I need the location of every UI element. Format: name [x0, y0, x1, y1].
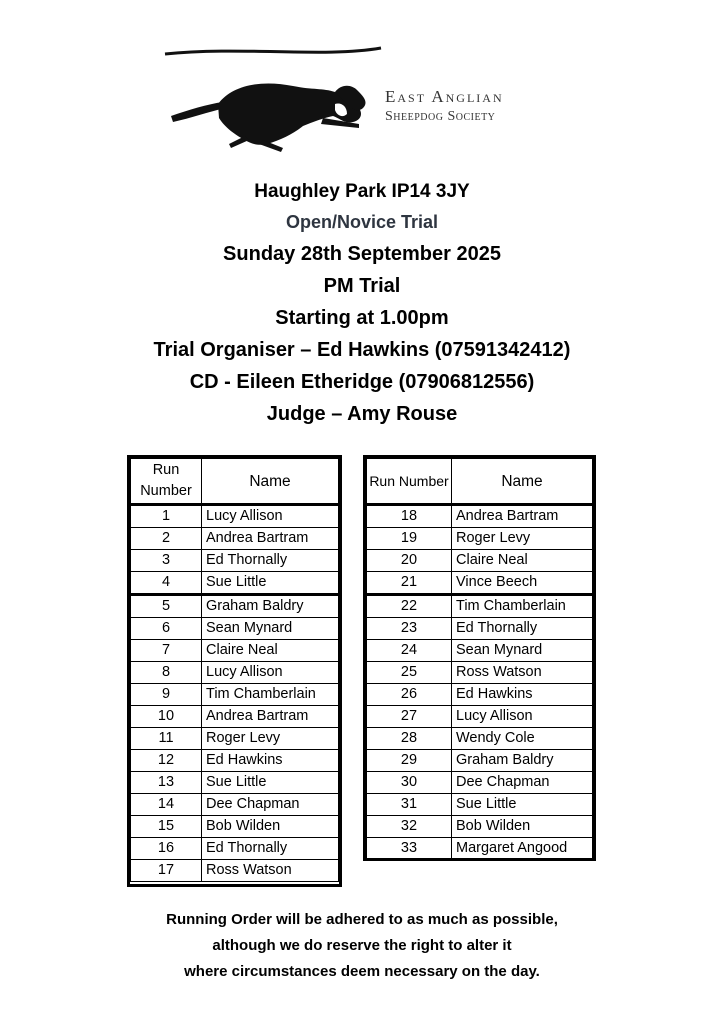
logo-line-2: Sheepdog Society: [385, 109, 496, 124]
run-number-cell: 5: [131, 595, 202, 618]
logo-line-1: East Anglian: [385, 87, 504, 106]
table-row: [131, 662, 339, 684]
competitor-name-cell: Roger Levy: [452, 528, 593, 550]
judge-heading: Judge – Amy Rouse: [266, 403, 458, 425]
run-number-cell: 2: [131, 528, 202, 550]
table-row: [367, 528, 593, 550]
table-row: [131, 816, 339, 838]
competitor-name-cell: Bob Wilden: [202, 816, 339, 838]
competitor-name-cell: Margaret Angood: [452, 838, 593, 860]
competitor-name-cell: Claire Neal: [452, 550, 593, 572]
run-number-cell: 14: [131, 794, 202, 816]
table-row: [131, 860, 339, 882]
run-number-cell: 11: [131, 728, 202, 750]
note-line-1: Running Order will be adhered to as much as possible,: [166, 911, 558, 928]
competitor-name-cell: Lucy Allison: [202, 662, 339, 684]
table-row: [367, 684, 593, 706]
logo-text: [385, 88, 504, 124]
run-number-cell: 26: [367, 684, 452, 706]
table-row: [131, 640, 339, 662]
table-row: [131, 572, 339, 595]
competitor-name-cell: Sean Mynard: [202, 618, 339, 640]
run-number-cell: 23: [367, 618, 452, 640]
competitor-name-cell: Sue Little: [202, 772, 339, 794]
organiser-heading: Trial Organiser – Ed Hawkins (07591342412): [153, 339, 571, 361]
table-row: [131, 728, 339, 750]
start-time-heading: Starting at 1.00pm: [275, 307, 449, 329]
trial-type-heading: Open/Novice Trial: [285, 212, 439, 232]
run-number-cell: 33: [367, 838, 452, 860]
table-row: [131, 550, 339, 572]
competitor-name-cell: Graham Baldry: [202, 595, 339, 618]
competitor-name-cell: Claire Neal: [202, 640, 339, 662]
run-number-cell: 13: [131, 772, 202, 794]
table-header-row: [131, 459, 339, 505]
competitor-name-cell: Graham Baldry: [452, 750, 593, 772]
table-row: [131, 684, 339, 706]
competitor-name-cell: Lucy Allison: [202, 505, 339, 528]
table-body: [367, 505, 593, 860]
competitor-name-cell: Dee Chapman: [452, 772, 593, 794]
competitor-name-cell: Dee Chapman: [202, 794, 339, 816]
competitor-name-cell: Ed Hawkins: [202, 750, 339, 772]
competitor-name-cell: Ross Watson: [452, 662, 593, 684]
table-row: [367, 816, 593, 838]
running-order-table-right: [366, 458, 593, 860]
sheepdog-icon: [163, 44, 383, 156]
run-number-cell: 21: [367, 572, 452, 595]
name-header: Name: [202, 459, 339, 505]
table-row: [367, 706, 593, 728]
competitor-name-cell: Bob Wilden: [452, 816, 593, 838]
run-number-cell: 8: [131, 662, 202, 684]
competitor-name-cell: Vince Beech: [452, 572, 593, 595]
competitor-name-cell: Ed Hawkins: [452, 684, 593, 706]
table-row: [367, 572, 593, 595]
run-number-cell: 18: [367, 505, 452, 528]
table-row: [131, 706, 339, 728]
society-logo: [163, 44, 563, 156]
table-row: [367, 595, 593, 618]
table-row: [131, 838, 339, 860]
competitor-name-cell: Wendy Cole: [452, 728, 593, 750]
table-row: [131, 505, 339, 528]
table-row: [367, 505, 593, 528]
run-number-header: Run Number: [367, 459, 452, 505]
run-number-cell: 25: [367, 662, 452, 684]
competitor-name-cell: Ross Watson: [202, 860, 339, 882]
run-number-cell: 17: [131, 860, 202, 882]
date-heading: Sunday 28th September 2025: [223, 243, 501, 265]
run-number-cell: 10: [131, 706, 202, 728]
run-number-cell: 3: [131, 550, 202, 572]
table-row: [131, 750, 339, 772]
run-number-cell: 9: [131, 684, 202, 706]
competitor-name-cell: Andrea Bartram: [202, 528, 339, 550]
competitor-name-cell: Andrea Bartram: [202, 706, 339, 728]
run-number-cell: 29: [367, 750, 452, 772]
run-number-cell: 1: [131, 505, 202, 528]
competitor-name-cell: Ed Thornally: [202, 550, 339, 572]
competitor-name-cell: Sean Mynard: [452, 640, 593, 662]
table-row: [367, 750, 593, 772]
competitor-name-cell: Andrea Bartram: [452, 505, 593, 528]
run-number-cell: 30: [367, 772, 452, 794]
table-row: [367, 662, 593, 684]
running-order-note: [0, 907, 724, 985]
table-row: [131, 618, 339, 640]
competitor-name-cell: Lucy Allison: [452, 706, 593, 728]
run-number-cell: 32: [367, 816, 452, 838]
run-number-cell: 16: [131, 838, 202, 860]
competitor-name-cell: Roger Levy: [202, 728, 339, 750]
table-row: [131, 772, 339, 794]
name-header: Name: [452, 459, 593, 505]
note-line-2: although we do reserve the right to alter it: [212, 937, 512, 954]
table-row: [367, 838, 593, 860]
note-line-3: where circumstances deem necessary on the day.: [184, 963, 540, 980]
table-body: [131, 505, 339, 882]
run-number-cell: 15: [131, 816, 202, 838]
run-number-cell: 4: [131, 572, 202, 595]
table-row: [367, 640, 593, 662]
competitor-name-cell: Tim Chamberlain: [452, 595, 593, 618]
run-number-header: Run Number: [131, 459, 202, 505]
trial-details: [0, 180, 724, 430]
table-header-row: [367, 459, 593, 505]
run-number-cell: 6: [131, 618, 202, 640]
run-number-cell: 20: [367, 550, 452, 572]
running-order-table-left: [130, 458, 339, 882]
table-row: [367, 728, 593, 750]
run-number-cell: 28: [367, 728, 452, 750]
table-row: [131, 595, 339, 618]
table-row: [131, 794, 339, 816]
competitor-name-cell: Tim Chamberlain: [202, 684, 339, 706]
run-number-cell: 27: [367, 706, 452, 728]
table-row: [367, 618, 593, 640]
run-number-cell: 31: [367, 794, 452, 816]
session-heading: PM Trial: [323, 275, 401, 297]
run-number-cell: 19: [367, 528, 452, 550]
run-number-cell: 24: [367, 640, 452, 662]
run-number-cell: 22: [367, 595, 452, 618]
cd-heading: CD - Eileen Etheridge (07906812556): [189, 371, 535, 393]
table-row: [367, 550, 593, 572]
table-row: [367, 794, 593, 816]
competitor-name-cell: Sue Little: [202, 572, 339, 595]
competitor-name-cell: Sue Little: [452, 794, 593, 816]
table-row: [131, 528, 339, 550]
table-row: [367, 772, 593, 794]
competitor-name-cell: Ed Thornally: [452, 618, 593, 640]
run-number-cell: 12: [131, 750, 202, 772]
competitor-name-cell: Ed Thornally: [202, 838, 339, 860]
venue-heading: Haughley Park IP14 3JY: [254, 181, 470, 202]
run-number-cell: 7: [131, 640, 202, 662]
